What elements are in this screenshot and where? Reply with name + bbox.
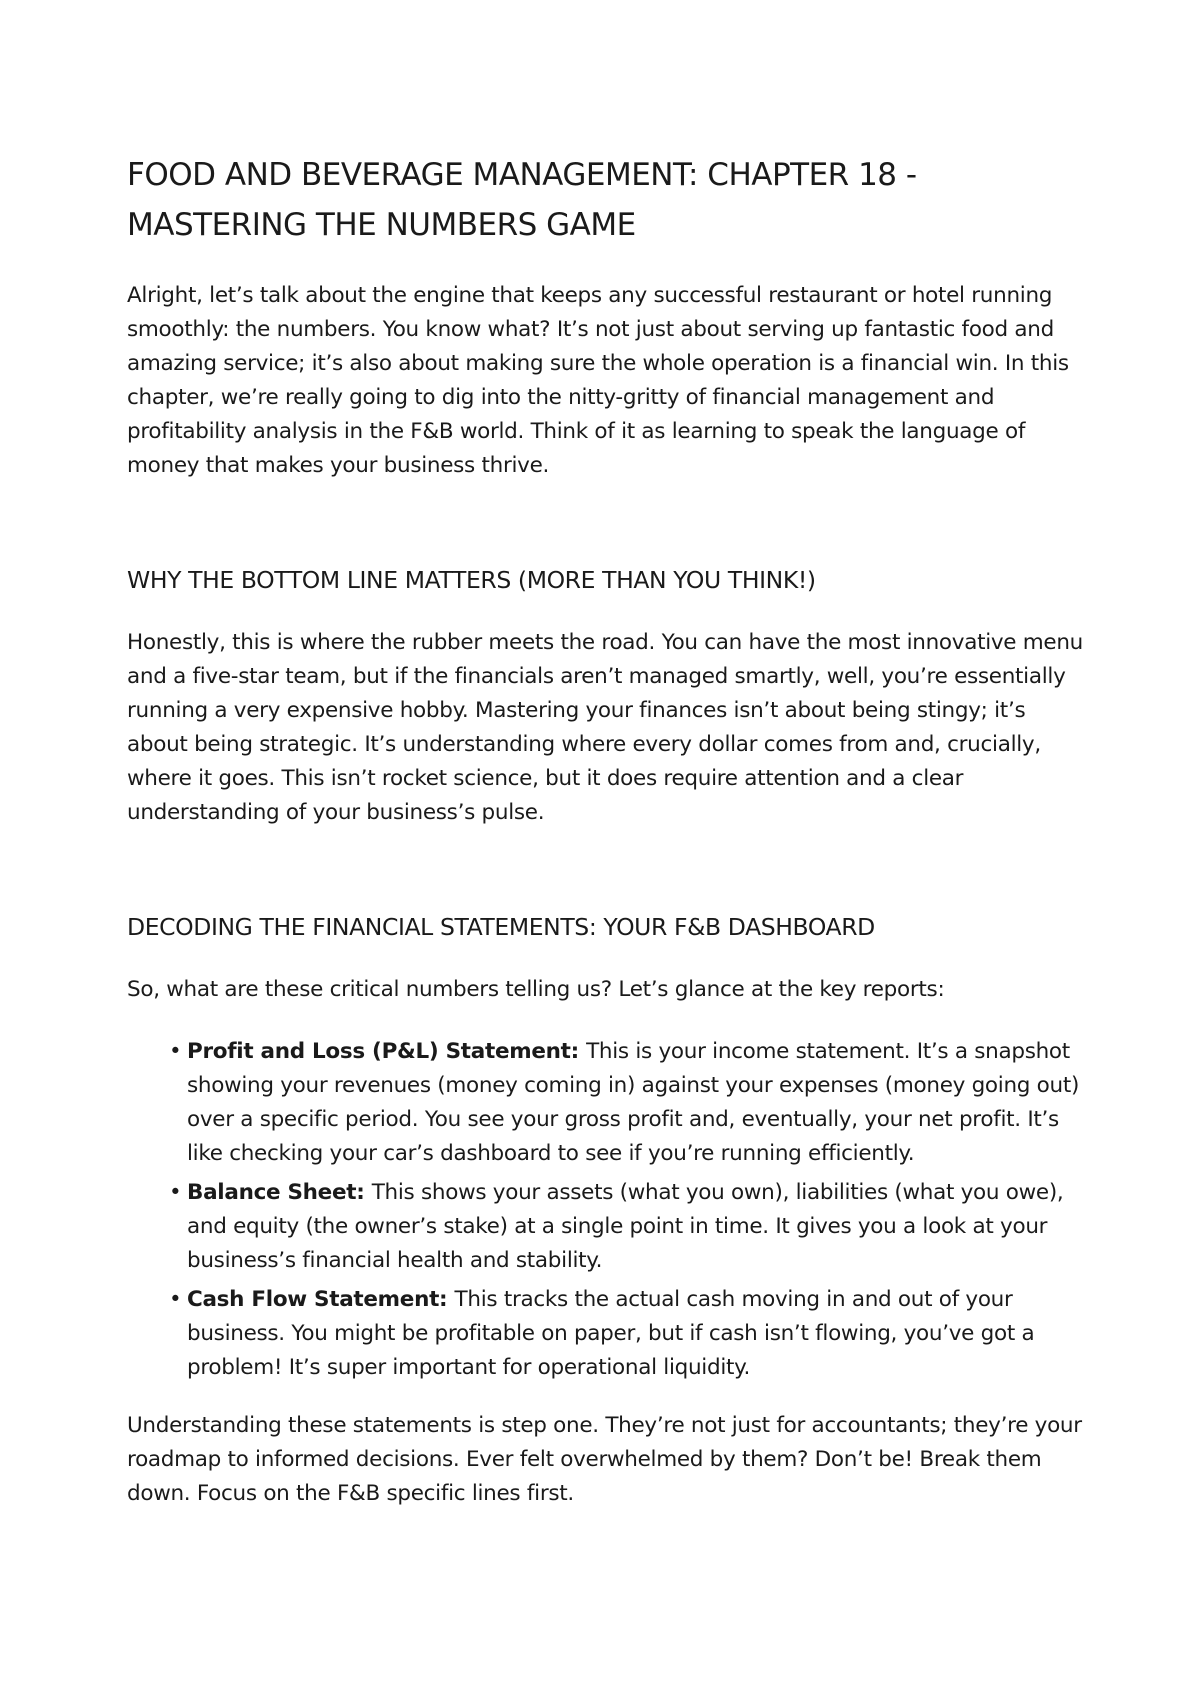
list-item [169,1283,1087,1385]
bullet-icon: • [169,1180,182,1205]
document-page [127,150,1087,1511]
list-item-text: This is your income statement. It’s a snapshot showing your revenues (money coming in) against your expenses (money going out) over a specific period. You see your gross profit and, eventually, your net profit. It’s like checking your car’s dashboard to see if you’re running efficiently. [187,1039,1080,1166]
list-item-term: Profit and Loss (P&L) Statement: [187,1039,587,1064]
bullet-icon: • [169,1287,182,1312]
list-item-text: This shows your assets (what you own), liabilities (what you owe), and equity (the owner’s stake) at a single point in time. It gives you a look at your business’s financial health and stability. [187,1180,1064,1273]
section-heading-bottom-line: WHY THE BOTTOM LINE MATTERS (MORE THAN YOU THINK!) [127,566,816,594]
list-item [169,1035,1087,1171]
list-item-term: Cash Flow Statement: [187,1287,455,1312]
page-title: FOOD AND BEVERAGE MANAGEMENT: CHAPTER 18 - MASTERING THE NUMBERS GAME [127,157,917,243]
list-item-term: Balance Sheet: [187,1180,372,1205]
section-closing-paragraph: Understanding these statements is step one. They’re not just for accountants; they’re your roadmap to informed decisions. Ever felt overwhelmed by them? Don’t be! Break them down. Focus on the F&B specific lines first. [127,1413,1082,1506]
bullet-icon: • [169,1039,182,1064]
intro-paragraph: Alright, let’s talk about the engine that keeps any successful restaurant or hotel running smoothly: the numbers. You know what? It’s not just about serving up fantastic food and amazing service; it’s also about making sure the whole operation is a financial win. In this chapter, we’re really going to dig into the nitty-gritty of financial management and profitability analysis in the F&B world. Think of it as learning to speak the language of money that makes your business thrive. [127,283,1069,478]
list-item [169,1176,1087,1278]
section-lead-financial-statements: So, what are these critical numbers telling us? Let’s glance at the key reports: [127,977,945,1002]
section-body-bottom-line: Honestly, this is where the rubber meets the road. You can have the most innovative menu and a five-star team, but if the financials aren’t managed smartly, well, you’re essentially running a very expensive hobby. Mastering your finances isn’t about being stingy; it’s about being strategic. It’s understanding where every dollar comes from and, crucially, where it goes. This isn’t rocket science, but it does require attention and a clear understanding of your business’s pulse. [127,630,1083,825]
statement-list [127,1035,1087,1385]
list-item-text: This tracks the actual cash moving in and out of your business. You might be profitable on paper, but if cash isn’t flowing, you’ve got a problem! It’s super important for operational liquidity. [187,1287,1035,1380]
section-heading-financial-statements: DECODING THE FINANCIAL STATEMENTS: YOUR F&B DASHBOARD [127,913,875,941]
